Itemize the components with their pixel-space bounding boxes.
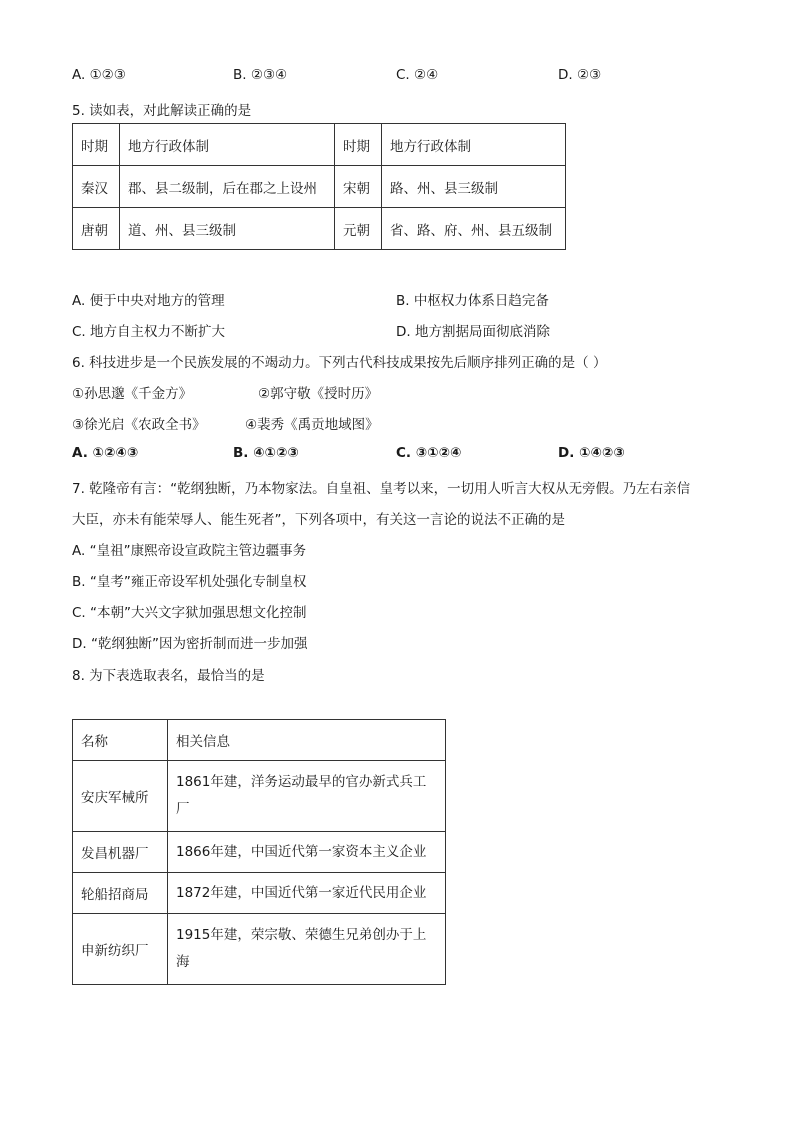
q6-option-c: C. ③①②④ (396, 445, 462, 461)
table-cell: 发昌机器厂 (73, 832, 168, 873)
table-cell: 轮船招商局 (73, 873, 168, 914)
table-cell: 1866年建，中国近代第一家资本主义企业 (168, 832, 446, 873)
table-cell: 1872年建，中国近代第一家近代民用企业 (168, 873, 446, 914)
table-cell: 郡、县二级制，后在郡之上设州 (120, 166, 335, 208)
q5-option-b: B. 中枢权力体系日趋完备 (396, 293, 549, 309)
table-cell: 申新纺织厂 (73, 914, 168, 985)
q6-option-a: A. ①②④③ (72, 445, 139, 461)
q4-option-d: D. ②③ (558, 67, 602, 83)
q5-option-a: A. 便于中央对地方的管理 (72, 293, 225, 309)
q7-stem-line-1: 7. 乾隆帝有言：“乾纲独断，乃本物家法。自皇祖、皇考以来，一切用人听言大权从无旁假。乃左右亲信 (72, 481, 691, 497)
q6-item-2: ②郭守敬《授时历》 (258, 386, 379, 402)
q6-stem: 6. 科技进步是一个民族发展的不竭动力。下列古代科技成果按先后顺序排列正确的是（ ） (72, 355, 607, 371)
q6-item-1: ①孙思邈《千金方》 (72, 386, 193, 402)
q6-item-4: ④裴秀《禹贡地域图》 (245, 417, 379, 433)
table-row (73, 208, 566, 250)
q5-table (72, 123, 566, 250)
table-row (73, 166, 566, 208)
table-cell: 秦汉 (73, 166, 120, 208)
q6-option-b: B. ④①②③ (233, 445, 299, 461)
table-row (73, 832, 446, 873)
q7-option-b: B. “皇考”雍正帝设军机处强化专制皇权 (72, 574, 307, 590)
q5-stem: 5. 读如表，对此解读正确的是 (72, 103, 252, 119)
q5-option-d: D. 地方割据局面彻底消除 (396, 324, 550, 340)
table-cell: 路、州、县三级制 (382, 166, 566, 208)
table-cell: 1915年建，荣宗敬、荣德生兄弟创办于上海 (168, 914, 446, 985)
q6-option-d: D. ①④②③ (558, 445, 625, 461)
table-cell: 唐朝 (73, 208, 120, 250)
q4-option-c: C. ②④ (396, 67, 439, 83)
q7-option-c: C. “本朝”大兴文字狱加强思想文化控制 (72, 605, 307, 621)
table-cell: 省、路、府、州、县五级制 (382, 208, 566, 250)
q7-option-d: D. “乾纲独断”因为密折制而进一步加强 (72, 636, 308, 652)
table-header-cell: 地方行政体制 (120, 124, 335, 166)
table-header-cell: 名称 (73, 720, 168, 761)
table-cell: 宋朝 (335, 166, 382, 208)
q4-option-b: B. ②③④ (233, 67, 288, 83)
table-row (73, 914, 446, 985)
table-header-cell: 相关信息 (168, 720, 446, 761)
table-cell: 1861年建，洋务运动最早的官办新式兵工厂 (168, 761, 446, 832)
table-cell: 安庆军械所 (73, 761, 168, 832)
q7-stem-line-2: 大臣，亦未有能荣辱人、能生死者”，下列各项中，有关这一言论的说法不正确的是 (72, 512, 565, 528)
table-header-cell: 时期 (335, 124, 382, 166)
q4-option-a: A. ①②③ (72, 67, 126, 83)
q5-option-c: C. 地方自主权力不断扩大 (72, 324, 226, 340)
table-cell: 道、州、县三级制 (120, 208, 335, 250)
q8-stem: 8. 为下表选取表名，最恰当的是 (72, 668, 265, 684)
table-header-cell: 时期 (73, 124, 120, 166)
table-header-cell: 地方行政体制 (382, 124, 566, 166)
table-row (73, 761, 446, 832)
table-row (73, 124, 566, 166)
table-row (73, 873, 446, 914)
q6-item-3: ③徐光启《农政全书》 (72, 417, 206, 433)
table-row (73, 720, 446, 761)
table-cell: 元朝 (335, 208, 382, 250)
q8-table (72, 719, 446, 985)
q7-option-a: A. “皇祖”康熙帝设宣政院主管边疆事务 (72, 543, 307, 559)
